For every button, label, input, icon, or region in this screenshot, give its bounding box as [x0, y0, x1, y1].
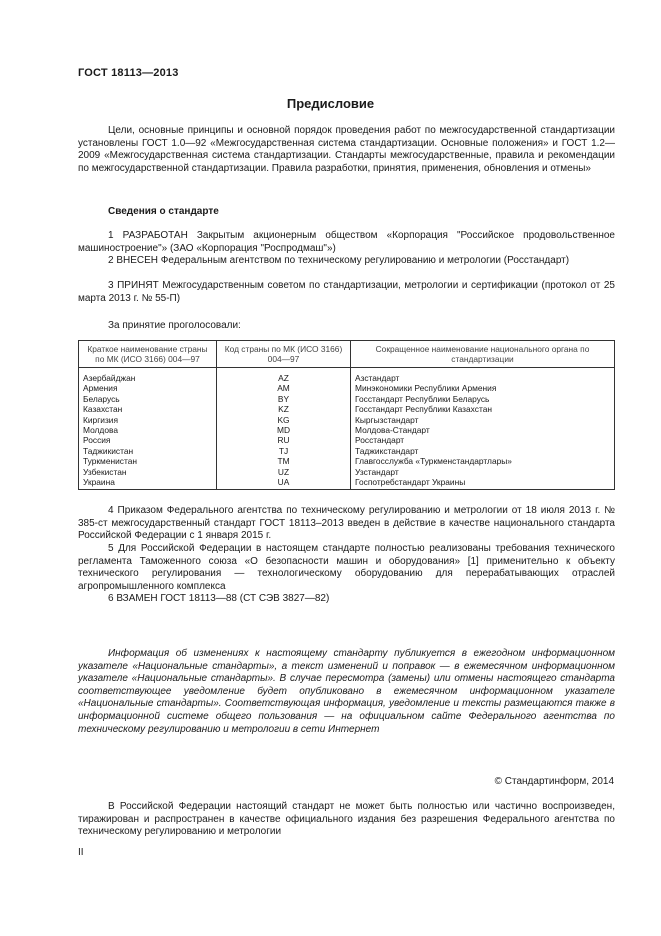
reproduction-notice: В Российской Федерации настоящий стандарт не может быть полностью или частично воспроизведен, тиражирован и распространен в качестве официального издания без разрешения Федерального агентства по техническому регулированию и метрологии — [78, 801, 615, 838]
page-number: II — [78, 847, 84, 858]
cell-country-name: Азербайджан — [79, 368, 217, 384]
cell-country-name: Киргизия — [79, 415, 217, 425]
changes-info-paragraph: Информация об изменениях к настоящему стандарту публикуется в ежегодном информационном указателе «Национальные стандарты», а текст изменений и поправок — в ежемесячном информационном указателе «Национальные стандарты». В случае пересмотра (замены) или отмены настоящего стандарта соответствующее уведомление будет опубликовано в ежемесячном информационном указателе «Национальные стандарты». Соответствующая информация, уведомление и тексты размещаются также в информационной системе общего пользования — на официальном сайте Федерального агентства по техническому регулированию и метрологии в сети Интернет — [78, 648, 615, 735]
cell-country-code: TJ — [217, 446, 351, 456]
cell-country-code: RU — [217, 435, 351, 445]
section-subheading: Сведения о стандарте — [108, 206, 219, 217]
table-row — [79, 383, 615, 393]
cell-country-name: Молдова — [79, 425, 217, 435]
cell-country-code: AM — [217, 383, 351, 393]
item-3: 3 ПРИНЯТ Межгосударственным советом по стандартизации, метрологии и сертификации (протокол от 25 марта 2013 г. № 55-П) — [78, 280, 615, 304]
cell-country-name: Казахстан — [79, 404, 217, 414]
table-row — [79, 415, 615, 425]
voted-label: За принятие проголосовали: — [108, 320, 241, 331]
document-id-header: ГОСТ 18113—2013 — [78, 67, 179, 79]
cell-country-code: TM — [217, 456, 351, 466]
cell-standards-body: Госстандарт Республики Беларусь — [351, 394, 615, 404]
cell-country-code: KG — [217, 415, 351, 425]
cell-country-code: BY — [217, 394, 351, 404]
table-row — [79, 394, 615, 404]
cell-country-name: Туркменистан — [79, 456, 217, 466]
intro-paragraph: Цели, основные принципы и основной порядок проведения работ по межгосударственной стандартизации установлены ГОСТ 1.0—92 «Межгосударственная система стандартизации. Основные положения» и ГОСТ 1.2—2009 «Межгосударственная система стандартизации. Стандарты межгосударственные, правила и рекомендации по межгосударственной стандартизации. Правила разработки, принятия, применения, обновления и отмены» — [78, 125, 615, 174]
cell-country-name: Таджикистан — [79, 446, 217, 456]
table-row — [79, 467, 615, 477]
cell-standards-body: Госпотребстандарт Украины — [351, 477, 615, 490]
table-row — [79, 404, 615, 414]
header-country-name: Краткое наименование страны по МК (ИСО 3166) 004—97 — [79, 341, 217, 368]
copyright-line: © Стандартинформ, 2014 — [494, 776, 614, 787]
cell-country-name: Беларусь — [79, 394, 217, 404]
table-row — [79, 425, 615, 435]
cell-country-code: AZ — [217, 368, 351, 384]
cell-country-code: KZ — [217, 404, 351, 414]
table-row — [79, 435, 615, 445]
table-row — [79, 368, 615, 384]
table-row — [79, 456, 615, 466]
member-states-table — [78, 340, 615, 490]
cell-standards-body: Узстандарт — [351, 467, 615, 477]
table-row — [79, 446, 615, 456]
cell-country-code: UA — [217, 477, 351, 490]
page-title: Предисловие — [286, 96, 375, 111]
cell-country-code: UZ — [217, 467, 351, 477]
cell-country-name: Украина — [79, 477, 217, 490]
header-standards-body: Сокращенное наименование национального органа по стандартизации — [351, 341, 615, 368]
cell-standards-body: Кыргызстандарт — [351, 415, 615, 425]
item-2: 2 ВНЕСЕН Федеральным агентством по техническому регулированию и метрологии (Росстандарт) — [108, 255, 570, 266]
cell-standards-body: Таджикстандарт — [351, 446, 615, 456]
cell-standards-body: Госстандарт Республики Казахстан — [351, 404, 615, 414]
cell-standards-body: Молдова-Стандарт — [351, 425, 615, 435]
table-body — [79, 368, 615, 490]
item-6: 6 ВЗАМЕН ГОСТ 18113—88 (СТ СЭВ 3827—82) — [108, 593, 330, 604]
cell-country-name: Россия — [79, 435, 217, 445]
table-row — [79, 477, 615, 490]
cell-standards-body: Минэкономики Республики Армения — [351, 383, 615, 393]
table-header-row — [79, 341, 615, 368]
item-1: 1 РАЗРАБОТАН Закрытым акционерным обществом «Корпорация "Российское продовольственное машиностроение"» (ЗАО «Корпорация "Роспродмаш"») — [78, 230, 615, 254]
cell-country-name: Узбекистан — [79, 467, 217, 477]
cell-standards-body: Главгосслужба «Туркменстандартлары» — [351, 456, 615, 466]
cell-standards-body: Азстандарт — [351, 368, 615, 384]
header-country-code: Код страны по МК (ИСО 3166) 004—97 — [217, 341, 351, 368]
item-4: 4 Приказом Федерального агентства по техническому регулированию и метрологии от 18 июля 2013 г. № 385-ст межгосударственный стандарт ГОСТ 18113–2013 введен в действие в качестве национального стандарта Российской Федерации с 1 января 2015 г. — [78, 505, 615, 542]
cell-standards-body: Росстандарт — [351, 435, 615, 445]
item-5: 5 Для Российской Федерации в настоящем стандарте полностью реализованы требования технического регламента Таможенного союза «О безопасности машин и оборудования» [1] применительно к объекту технического регулирования — технологическому оборудованию для перерабатывающих отраслей агропромышленного комплекса — [78, 543, 615, 592]
cell-country-code: MD — [217, 425, 351, 435]
cell-country-name: Армения — [79, 383, 217, 393]
